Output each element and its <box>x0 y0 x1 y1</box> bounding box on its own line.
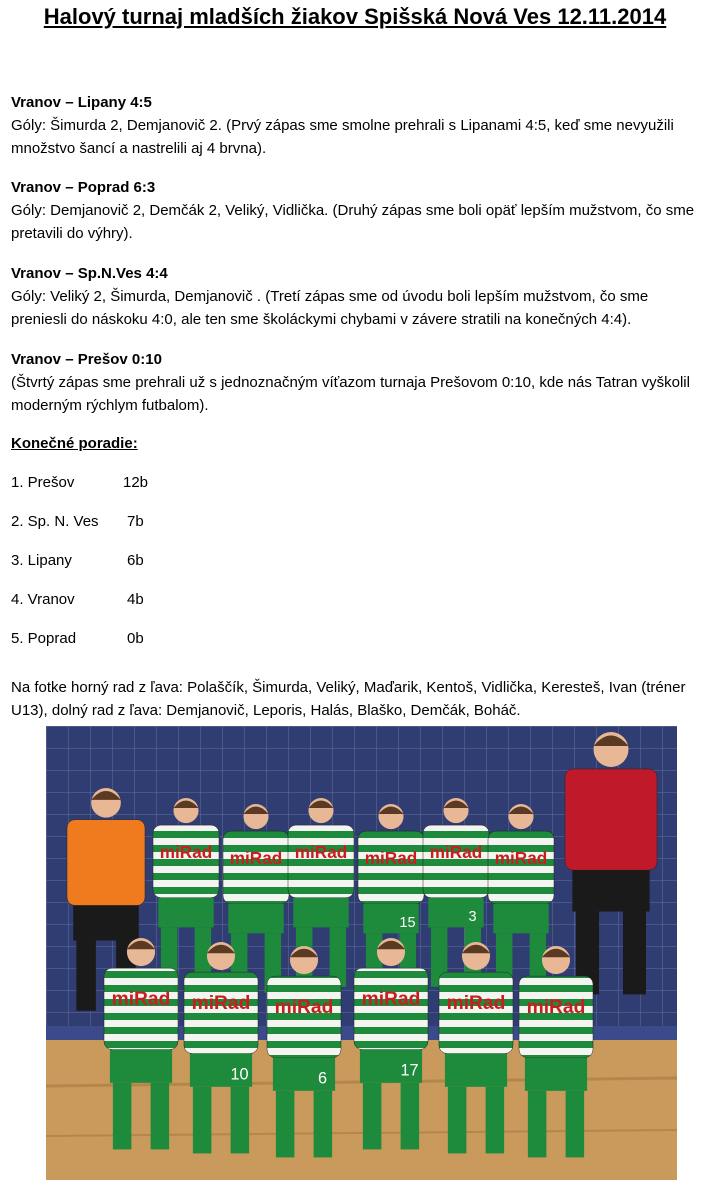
match-report <box>11 262 703 331</box>
match-header: Vranov – Sp.N.Ves 4:4 <box>11 265 168 282</box>
match-text: Góly: Demjanovič 2, Demčák 2, Veliký, Vidlička. (Druhý zápas sme boli opäť lepším mužstvom, čo sme pretavili do výhry). <box>11 202 695 242</box>
match-report <box>11 176 703 245</box>
standings-row <box>11 630 144 648</box>
standings-team: 1. Prešov <box>11 474 75 491</box>
team-photo <box>46 726 677 1180</box>
standings-row <box>11 513 144 531</box>
match-header: Vranov – Poprad 6:3 <box>11 179 156 196</box>
standings-points: 12b <box>123 474 149 491</box>
jersey-sponsor-logo: miRad <box>191 992 251 1014</box>
match-report <box>11 348 703 417</box>
standings-team: 4. Vranov <box>11 591 75 608</box>
match-text: Góly: Šimurda 2, Demjanovič 2. (Prvý zápas sme smolne prehrali s Lipanami 4:5, keď sme nevyužili množstvo šancí a nastrelili aj 4 brvna). <box>11 117 674 157</box>
standings-team: 5. Poprad <box>11 630 77 647</box>
standings-title: Konečné poradie: <box>11 435 138 452</box>
standings-points: 7b <box>127 513 144 530</box>
jersey-sponsor-logo: miRad <box>111 988 171 1010</box>
standings-team: 3. Lipany <box>11 552 72 569</box>
standings-points: 6b <box>127 552 144 569</box>
jersey-sponsor-logo: miRad <box>274 996 334 1018</box>
jersey-sponsor-logo: miRad <box>361 988 421 1010</box>
jersey-sponsor-logo: miRad <box>159 841 213 862</box>
jersey-sponsor-logo: miRad <box>229 847 283 868</box>
match-text: (Štvrtý zápas sme prehrali už s jednoznačným víťazom turnaja Prešovom 0:10, kde nás Tatran vyškolil moderným rýchlym futbalom). <box>11 374 690 414</box>
match-header: Vranov – Lipany 4:5 <box>11 94 152 111</box>
standings-team: 2. Sp. N. Ves <box>11 513 99 530</box>
team-photo-illustration <box>46 726 677 1180</box>
photo-caption: Na fotke horný rad z ľava: Polaščík, Šimurda, Veliký, Maďarik, Kentoš, Vidlička, Keresteš, Ivan (tréner U13), dolný rad z ľava: Demjanovič, Leporis, Halás, Blaško, Demčák, Boháč. <box>11 679 686 719</box>
shirt-number: 15 <box>399 914 416 931</box>
standings-row <box>11 552 144 570</box>
jersey-sponsor-logo: miRad <box>446 992 506 1014</box>
standings-points: 4b <box>127 591 144 608</box>
match-header: Vranov – Prešov 0:10 <box>11 351 162 368</box>
page-title: Halový turnaj mladších žiakov Spišská Nová Ves 12.11.2014 <box>43 4 667 29</box>
jersey-sponsor-logo: miRad <box>364 847 418 868</box>
jersey-sponsor-logo: miRad <box>429 841 483 862</box>
match-text: Góly: Veliký 2, Šimurda, Demjanovič . (Tretí zápas sme od úvodu boli lepším mužstvom, čo sme preniesli do náskoku 4:0, ale ten sme školáckymi chybami v závere stratili na konečných 4:4). <box>11 288 649 328</box>
shirt-number: 3 <box>468 908 477 925</box>
jersey-sponsor-logo: miRad <box>494 847 548 868</box>
shirt-number: 17 <box>400 1061 419 1080</box>
standings-row <box>11 474 149 492</box>
jersey-sponsor-logo: miRad <box>294 841 348 862</box>
match-report <box>11 91 703 160</box>
standings-points: 0b <box>127 630 144 647</box>
jersey-sponsor-logo: miRad <box>526 996 586 1018</box>
shirt-number: 10 <box>230 1065 249 1084</box>
shirt-number: 6 <box>317 1069 328 1088</box>
standings-row <box>11 591 144 609</box>
